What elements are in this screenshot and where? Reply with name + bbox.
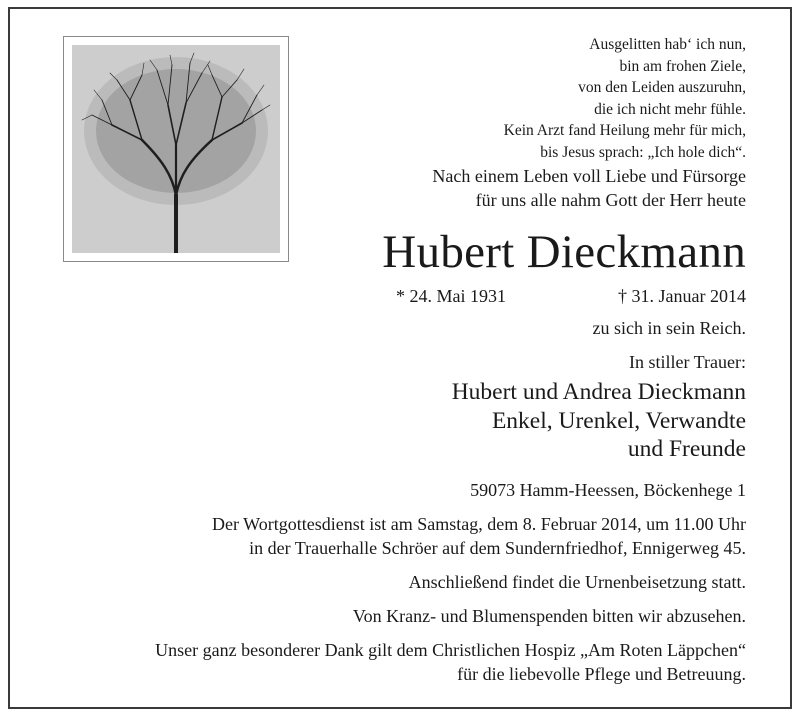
mourner-line: Hubert und Andrea Dieckmann xyxy=(451,379,746,405)
mourner-line: Enkel, Urenkel, Verwandte xyxy=(491,407,746,434)
intro-text xyxy=(432,164,746,212)
mourners xyxy=(452,378,746,464)
tree-photo xyxy=(72,45,280,253)
mourner-line: und Freunde xyxy=(627,436,746,462)
service-line: Der Wortgottesdienst ist am Samstag, dem 8. Februar 2014, um 11.00 Uhr xyxy=(212,514,746,534)
thanks-note xyxy=(155,639,746,686)
intro-line: Nach einem Leben voll Liebe und Fürsorge xyxy=(432,166,746,186)
poem-line: bin am frohen Ziele, xyxy=(619,57,746,75)
closing-line: zu sich in sein Reich. xyxy=(592,318,746,338)
address: 59073 Hamm-Heessen, Böckenhege 1 xyxy=(470,480,746,500)
mourning-heading: In stiller Trauer: xyxy=(629,352,746,372)
poem-line: bis Jesus sprach: „Ich hole dich“. xyxy=(540,143,746,161)
deceased-name: Hubert Dieckmann xyxy=(382,226,746,278)
poem-line: Ausgelitten hab‘ ich nun, xyxy=(589,36,746,53)
birth-date: * 24. Mai 1931 xyxy=(396,286,506,306)
service-line: in der Trauerhalle Schröer auf dem Sundernfriedhof, Ennigerweg 45. xyxy=(249,537,746,558)
service-info xyxy=(212,513,746,560)
poem-line: die ich nicht mehr fühle. xyxy=(594,100,746,118)
tree-image xyxy=(72,45,280,253)
urn-note: Anschließend findet die Urnenbeisetzung statt. xyxy=(408,572,746,592)
flowers-note: Von Kranz- und Blumenspenden bitten wir abzusehen. xyxy=(352,606,746,626)
intro-line: für uns alle nahm Gott der Herr heute xyxy=(475,190,746,210)
poem xyxy=(504,34,746,163)
thanks-line: für die liebevolle Pflege und Betreuung. xyxy=(457,663,746,684)
poem-line: Kein Arzt fand Heilung mehr für mich, xyxy=(503,122,746,139)
poem-line: von den Leiden auszuruhn, xyxy=(578,79,746,96)
thanks-line: Unser ganz besonderer Dank gilt dem Christlichen Hospiz „Am Roten Läppchen“ xyxy=(155,640,746,660)
tree-photo-frame xyxy=(63,36,289,262)
death-date: † 31. Januar 2014 xyxy=(618,286,746,306)
